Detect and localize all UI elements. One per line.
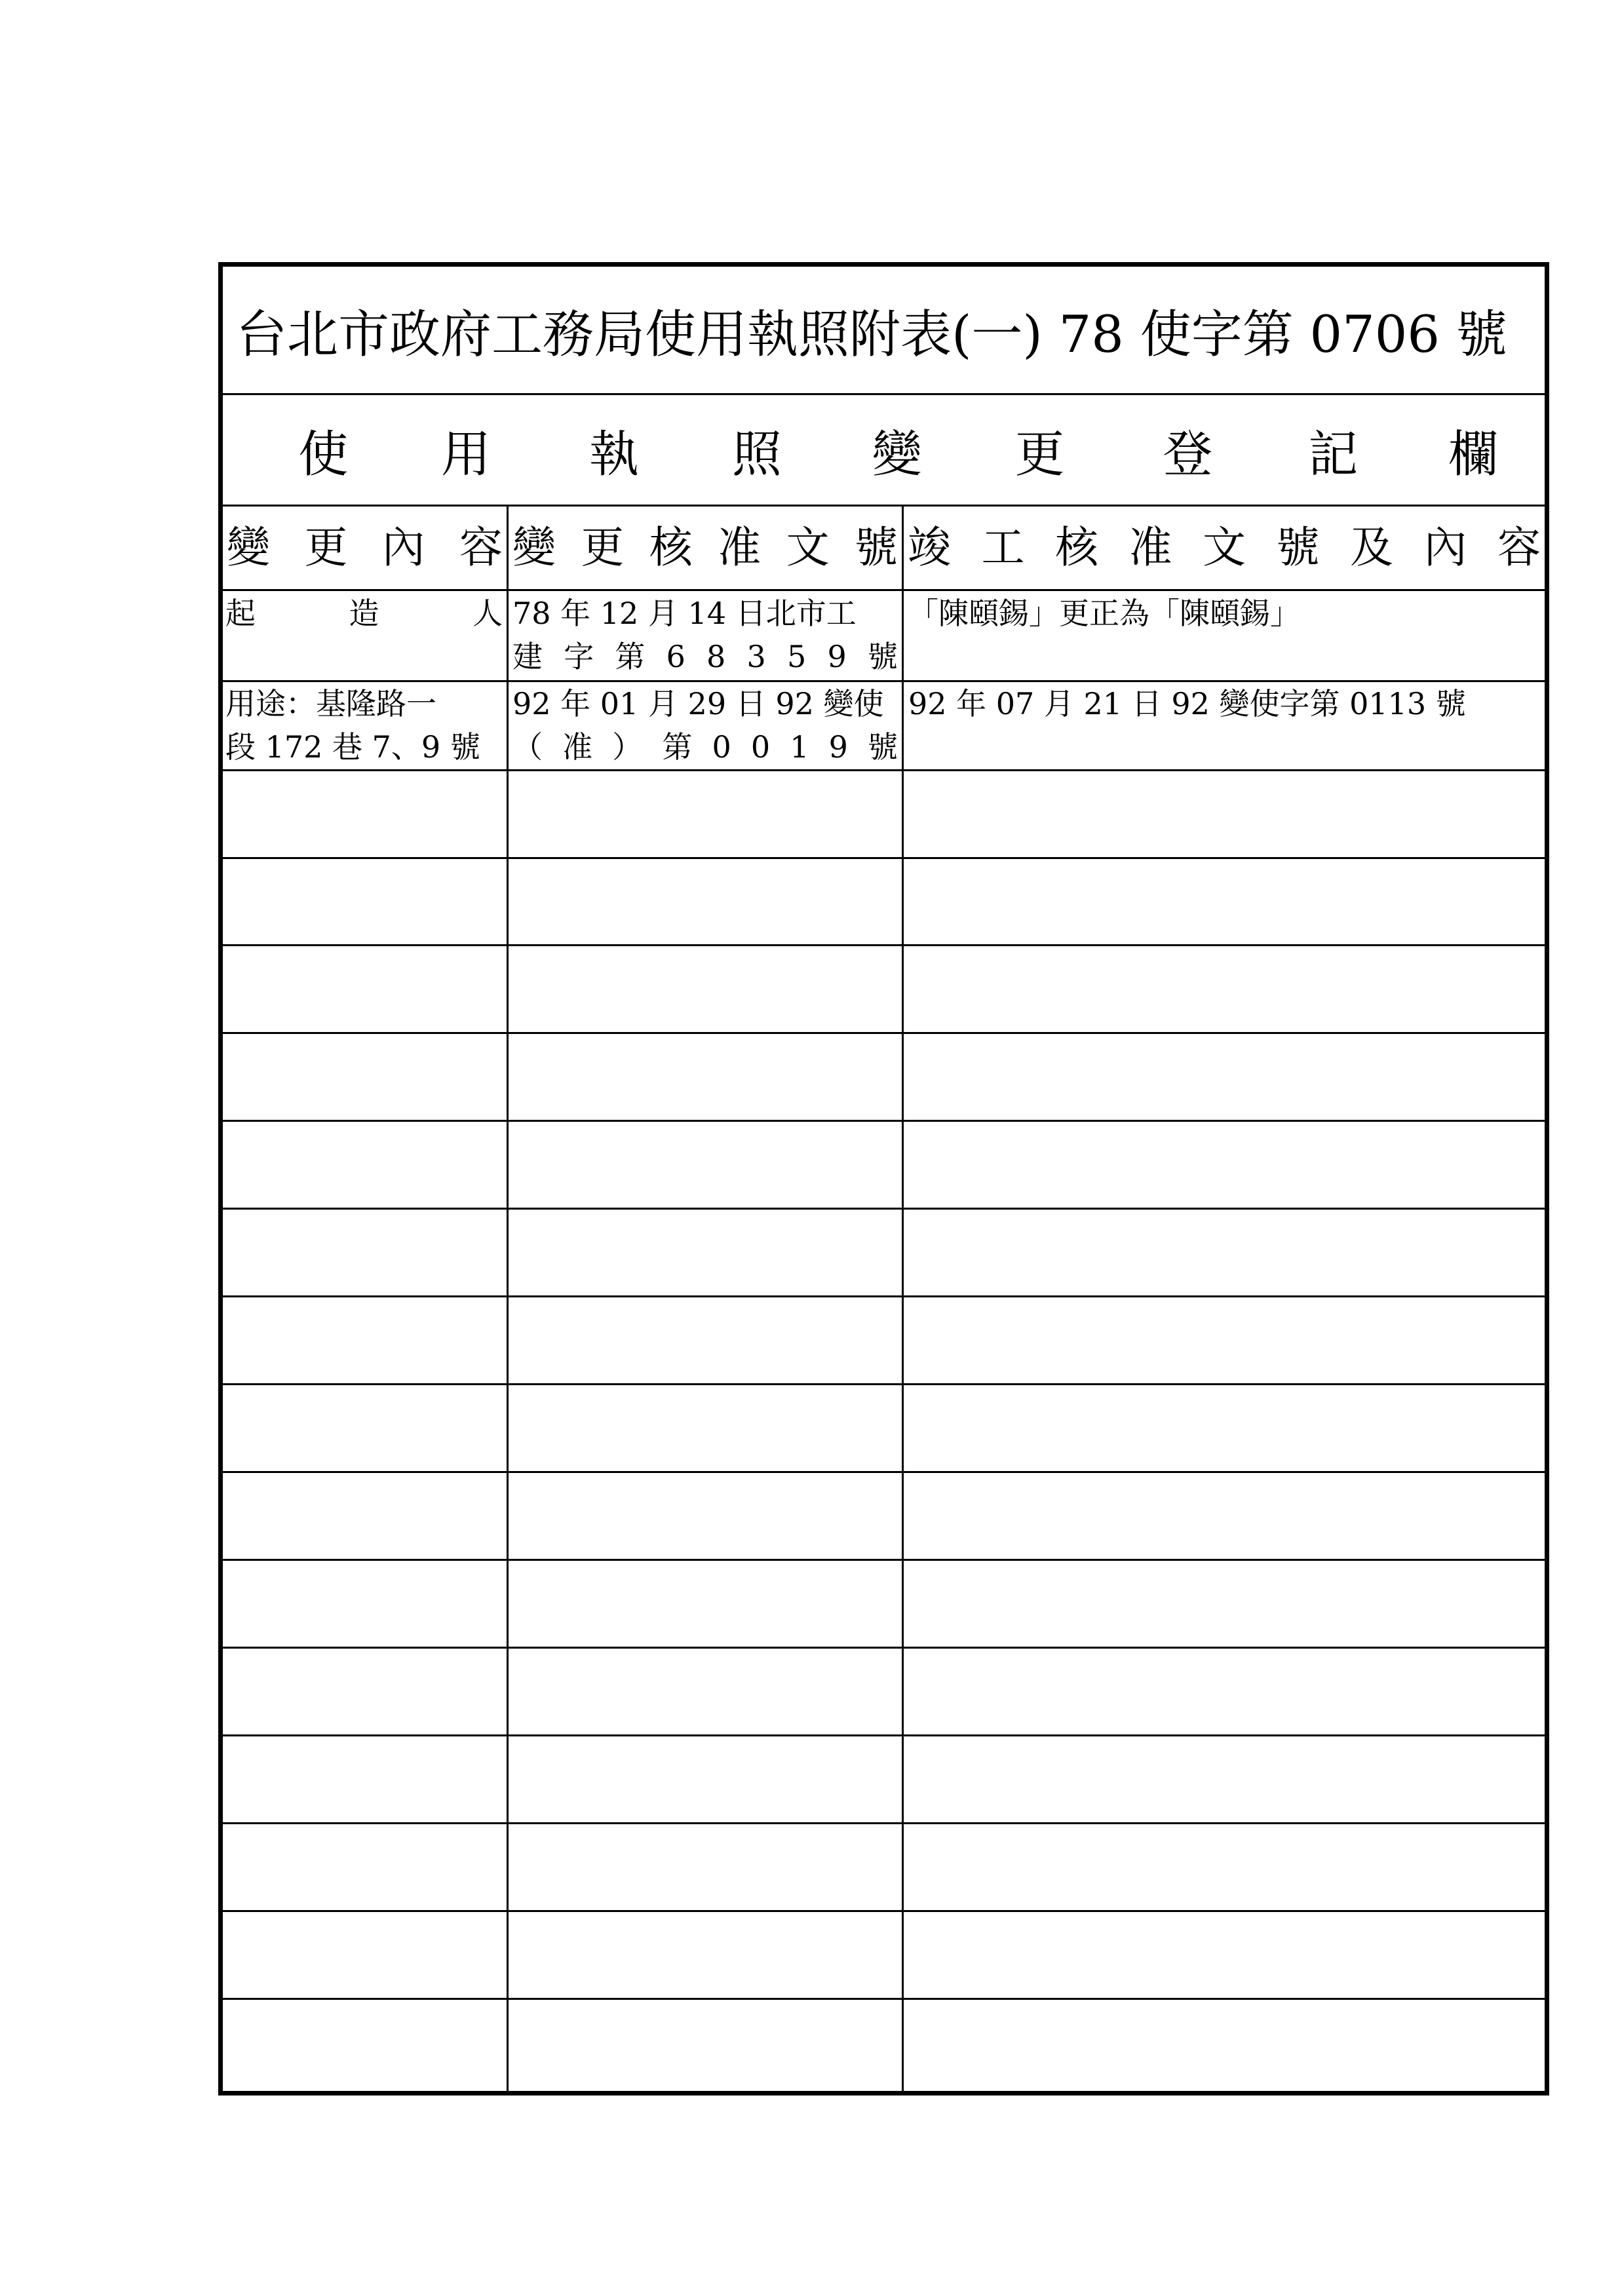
column-divider [902,507,904,2091]
form-title: 台北市政府工務局使用執照附表(一) 78 使字第 0706 號 [223,267,1545,395]
column-divider [507,507,509,2091]
row2-change-content-line1: 用途：基隆路一 [225,686,436,721]
license-change-form [218,262,1549,2095]
row2-approval-line1: 92 年 01 月 29 日 92 變使 [512,686,884,721]
row1-change-content: 起 造 人 [225,596,503,631]
subtitle-char: 使 [298,425,349,483]
row1-approval-line2: 建 字 第 6 8 3 5 9 號 [512,639,898,674]
subtitle-char: 記 [1308,425,1359,483]
row1-completion: 「陳頤錫」更正為「陳頤錫」 [908,596,1300,631]
subtitle-row [223,395,1545,507]
subtitle-char: 執 [589,425,640,483]
header-completion-approval: 竣 工 核 准 文 號 及 內 容 [908,522,1541,573]
header-change-approval-number: 變 更 核 准 文 號 [512,522,898,573]
subtitle-char: 更 [1014,425,1065,483]
row2-change-content-line2: 段 172 巷 7、9 號 [225,729,480,765]
change-record-table [223,507,1545,2091]
header-change-content: 變 更 內 容 [227,522,503,573]
subtitle-char: 登 [1163,425,1213,483]
subtitle-char: 欄 [1448,425,1499,483]
subtitle-char: 變 [872,425,922,483]
subtitle-char: 照 [731,425,782,483]
row2-completion: 92 年 07 月 21 日 92 變使字第 0113 號 [908,686,1466,721]
subtitle-char: 用 [441,425,492,483]
row2-approval-line2: （ 准 ） 第 0 0 1 9 號 [512,729,898,765]
row1-approval-line1: 78 年 12 月 14 日北市工 [512,596,857,631]
